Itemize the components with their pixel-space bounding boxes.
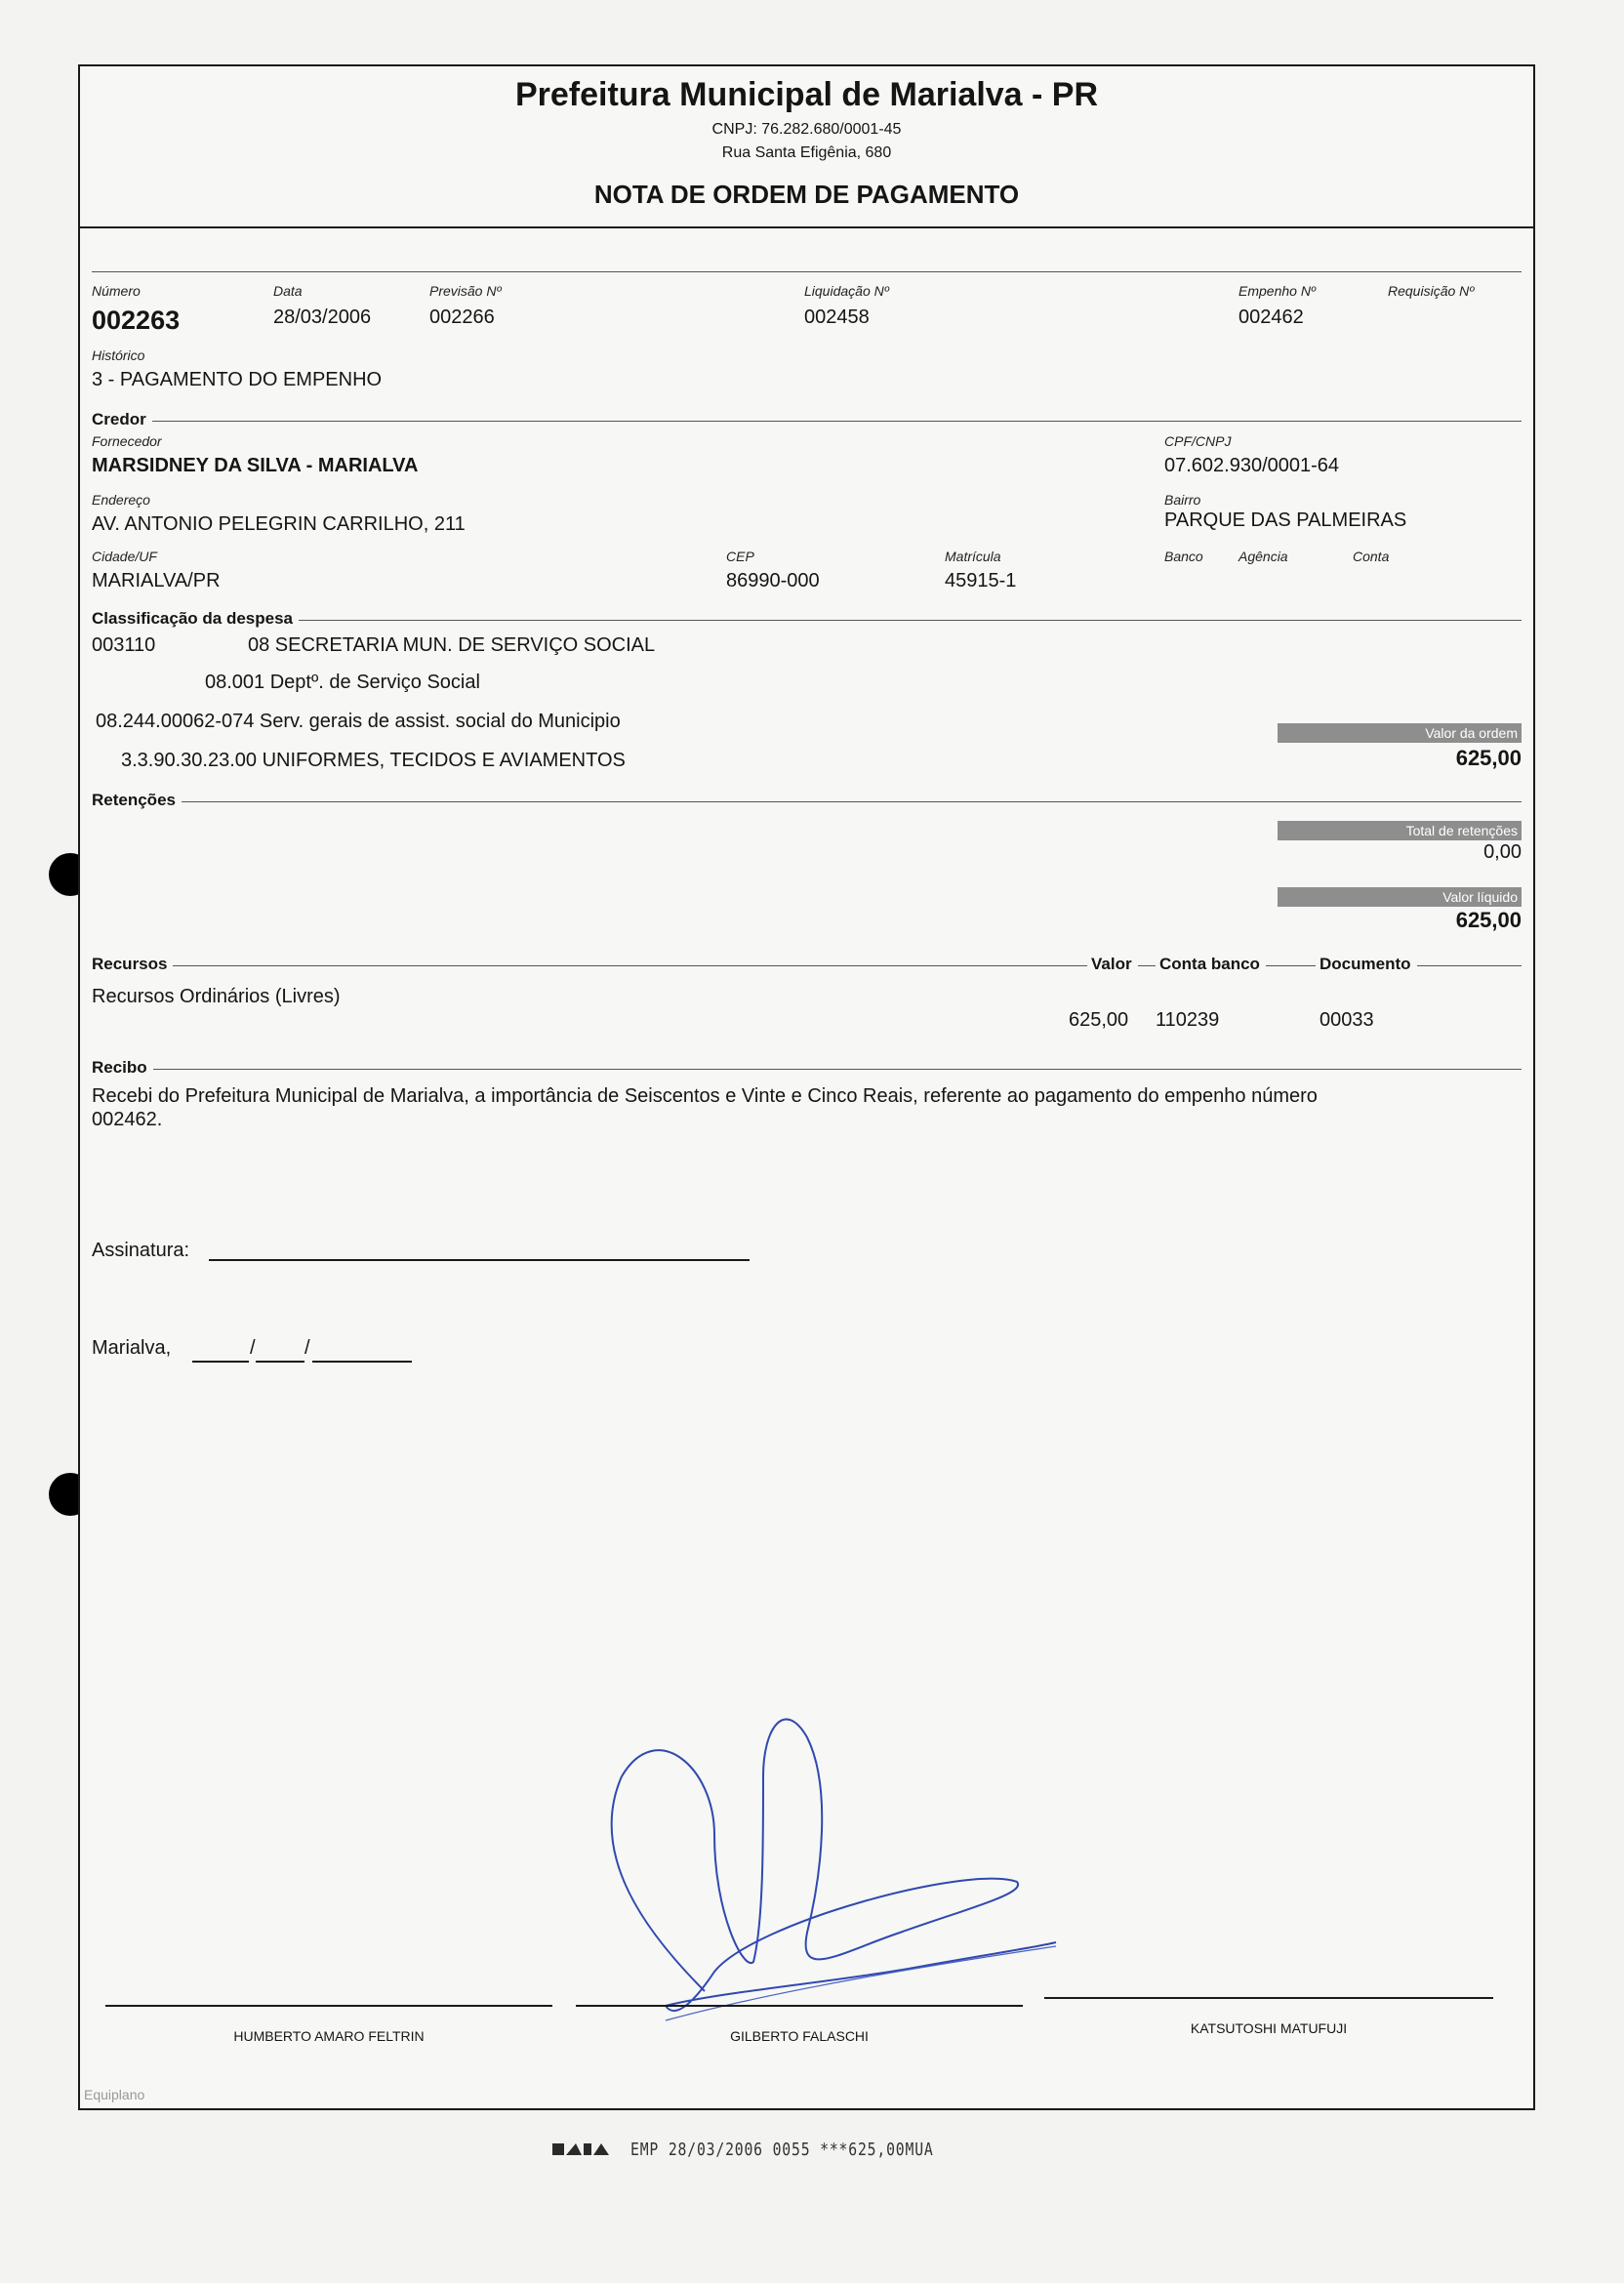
cep-value: 86990-000 <box>726 570 820 591</box>
previsao-label: Previsão Nº <box>429 283 502 299</box>
address-line: Rua Santa Efigênia, 680 <box>721 144 892 161</box>
data-value: 28/03/2006 <box>273 306 372 328</box>
liquidacao-label: Liquidação Nº <box>804 283 889 299</box>
historico-label: Histórico <box>92 347 145 363</box>
cidade-label: Cidade/UF <box>92 549 157 564</box>
cep-label: CEP <box>726 549 754 564</box>
recursos-section: Recursos <box>92 955 173 974</box>
cnpj-line: CNPJ: 76.282.680/0001-45 <box>711 121 902 138</box>
classificacao-code: 003110 <box>92 634 156 656</box>
date-slash-1: / <box>250 1337 256 1359</box>
fornecedor-value: MARSIDNEY DA SILVA - MARIALVA <box>92 455 419 476</box>
valor-liquido-label: Valor líquido <box>1278 887 1522 907</box>
handwritten-signature <box>529 1698 1076 2030</box>
recibo-rule <box>92 1069 1522 1070</box>
signature-line-1 <box>105 2005 552 2007</box>
date-month-line[interactable] <box>256 1361 304 1363</box>
document-title: NOTA DE ORDEM DE PAGAMENTO <box>593 180 1020 209</box>
credor-rule <box>92 421 1522 422</box>
funcional-value: 08.244.00062-074 Serv. gerais de assist. social do Municipio <box>96 711 621 732</box>
requisicao-label: Requisição Nº <box>1388 283 1475 299</box>
empenho-label: Empenho Nº <box>1238 283 1317 299</box>
orgao-value: 08 SECRETARIA MUN. DE SERVIÇO SOCIAL <box>248 634 656 656</box>
recursos-valor: 625,00 <box>1069 1009 1129 1031</box>
bairro-label: Bairro <box>1164 492 1201 508</box>
matricula-value: 45915-1 <box>945 570 1017 591</box>
assinatura-label: Assinatura: <box>92 1240 190 1261</box>
valor-ordem-label: Valor da ordem <box>1278 723 1522 743</box>
unidade-value: 08.001 Deptº. de Serviço Social <box>205 672 480 693</box>
previsao-value: 002266 <box>429 306 495 328</box>
document-frame <box>78 64 1535 2110</box>
bank-stamp-logo <box>552 2141 613 2157</box>
matricula-label: Matrícula <box>945 549 1001 564</box>
assinatura-line[interactable] <box>209 1259 750 1261</box>
empenho-value: 002462 <box>1238 306 1304 328</box>
municipality-title: Prefeitura Municipal de Marialva - PR <box>514 76 1099 113</box>
top-divider <box>92 271 1522 272</box>
valor-ordem-value: 625,00 <box>1455 746 1522 770</box>
endereco-label: Endereço <box>92 492 150 508</box>
cpf-label: CPF/CNPJ <box>1164 433 1232 449</box>
classificacao-section: Classificação da despesa <box>92 609 299 629</box>
bank-stamp: EMP 28/03/2006 0055 ***625,00MUA <box>630 2140 934 2160</box>
numero-label: Número <box>92 283 141 299</box>
valor-liquido-value: 625,00 <box>1455 908 1522 932</box>
retencoes-section: Retenções <box>92 791 182 810</box>
cpf-value: 07.602.930/0001-64 <box>1164 455 1340 476</box>
historico-value: 3 - PAGAMENTO DO EMPENHO <box>92 369 383 390</box>
credor-section: Credor <box>92 410 152 429</box>
signature-line-3 <box>1044 1997 1493 1999</box>
recursos-conta-header: Conta banco <box>1156 955 1266 974</box>
retencoes-rule <box>92 801 1522 802</box>
banco-label: Banco <box>1164 549 1203 564</box>
recursos-nome: Recursos Ordinários (Livres) <box>92 986 341 1007</box>
recibo-section: Recibo <box>92 1058 153 1078</box>
total-retencoes-value: 0,00 <box>1483 841 1522 863</box>
elemento-value: 3.3.90.30.23.00 UNIFORMES, TECIDOS E AVIAMENTOS <box>121 750 626 771</box>
software-watermark: Equiplano <box>84 2087 145 2102</box>
signatory-3: KATSUTOSHI MATUFUJI <box>1190 2020 1348 2036</box>
recibo-texto: Recebi do Prefeitura Municipal de Marialva, a importância de Seiscentos e Vinte e Cinco Reais, referente ao pagamento do empenho número <box>92 1085 1318 1107</box>
bairro-value: PARQUE DAS PALMEIRAS <box>1164 510 1407 531</box>
endereco-value: AV. ANTONIO PELEGRIN CARRILHO, 211 <box>92 513 466 535</box>
recursos-rule <box>92 965 1522 966</box>
agencia-label: Agência <box>1238 549 1288 564</box>
liquidacao-value: 002458 <box>804 306 870 328</box>
date-slash-2: / <box>304 1337 310 1359</box>
date-day-line[interactable] <box>192 1361 249 1363</box>
cidade-value: MARIALVA/PR <box>92 570 221 591</box>
signatory-2: GILBERTO FALASCHI <box>730 2028 869 2044</box>
date-year-line[interactable] <box>312 1361 412 1363</box>
recursos-valor-header: Valor <box>1087 955 1138 974</box>
recibo-texto-2: 002462. <box>92 1109 163 1130</box>
recursos-conta: 110239 <box>1156 1009 1220 1031</box>
data-label: Data <box>273 283 303 299</box>
signatory-1: HUMBERTO AMARO FELTRIN <box>233 2028 425 2044</box>
conta-label: Conta <box>1353 549 1390 564</box>
recursos-documento-header: Documento <box>1316 955 1417 974</box>
total-retencoes-label: Total de retenções <box>1278 821 1522 840</box>
recursos-documento: 00033 <box>1320 1009 1374 1031</box>
signature-line-2 <box>576 2005 1023 2007</box>
fornecedor-label: Fornecedor <box>92 433 162 449</box>
numero-value: 002263 <box>92 306 181 335</box>
header-divider <box>80 226 1533 228</box>
local-label: Marialva, <box>92 1337 172 1359</box>
classificacao-rule <box>92 620 1522 621</box>
